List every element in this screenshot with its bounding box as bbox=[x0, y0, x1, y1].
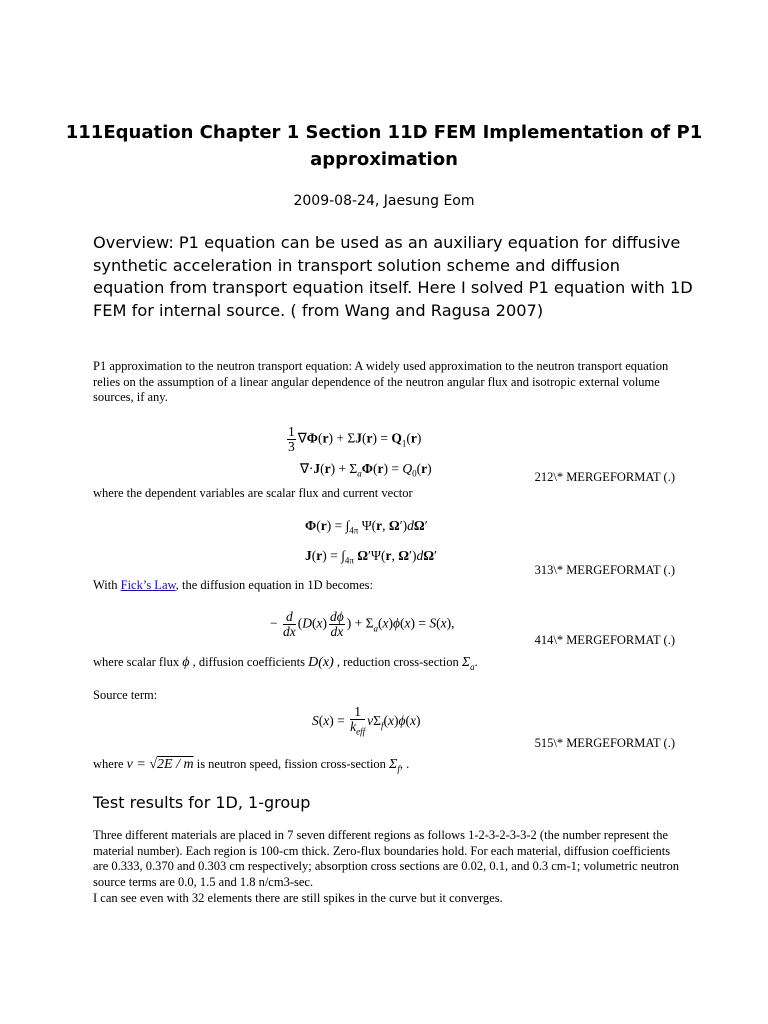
variable-definitions bbox=[93, 655, 688, 675]
document-title: 111Equation Chapter 1 Section 11D FEM Implementation of P1 approximation bbox=[65, 122, 703, 170]
sigma-a-symbol: $\Sigma_a$ bbox=[461, 655, 475, 672]
neutron-speed-text: is neutron speed, fission cross-section bbox=[196, 757, 386, 771]
trailing-text: , . bbox=[399, 757, 410, 771]
phi-symbol: ϕ bbox=[182, 655, 190, 670]
date-author: 2009-08-24, Jaesung Eom bbox=[293, 193, 475, 209]
neutron-speed-definition bbox=[93, 757, 688, 777]
test-results-paragraph: Three different materials are placed in 7 seven different regions as follows 1-2-3-2-3-3-2 (the number represent the material number). Each region is 100-cm thick. Zero-flux boundaries hold. For each material, diffusion coefficients are 0.333, 0.370 and 0.303 cm respectively; absorption cross sections are 0.02, 0.1, and 0.3 cm-1; volumetric neutron source terms are 0.0, 1.5 and 1.8 n/cm3-sec. bbox=[93, 828, 679, 889]
ficks-prefix: With bbox=[93, 578, 121, 592]
equation-scalar-flux: $\Phi(r) = \int_{4\pi}$ Ψ(r, Ω′)dΩ′ bbox=[305, 518, 428, 536]
equation-diffusion-1d: − $\frac{d}{dx}$ (D(x) $\frac{d\phi}{dx}$ ) + $\Sigma_a(x)\phi(x) = S(x)$, bbox=[270, 609, 455, 639]
equation-tag-4: 414\* MERGEFORMAT (.) bbox=[534, 633, 675, 647]
d-of-x-symbol: D(x) bbox=[308, 655, 334, 670]
period-text: . bbox=[474, 655, 478, 669]
source-term-label: Source term: bbox=[93, 688, 158, 702]
equation-source-term: S(x) = $\frac{1}{k_{eff}}$ $\nu\Sigma_f(x)\phi(x)$ bbox=[312, 704, 421, 737]
p1-intro-paragraph: P1 approximation to the neutron transport equation: A widely used approximation to the neutron transport equation relies on the assumption of a linear angular dependence of the neutron angular flux and isotropic external volume sources, if any. bbox=[93, 359, 669, 404]
diffusion-coeffs-text: , diffusion coefficients bbox=[192, 655, 305, 669]
where-text: where bbox=[93, 757, 124, 771]
equation-current-vector: $J(r) = \int_{4\pi}$ Ω′Ψ(r, Ω′)dΩ′ bbox=[305, 548, 437, 566]
sigma-f-symbol: $\Sigma_f$ bbox=[389, 757, 400, 774]
dependent-vars-text: where the dependent variables are scalar flux and current vector bbox=[93, 486, 413, 500]
equation-tag-3: 313\* MERGEFORMAT (.) bbox=[534, 563, 675, 577]
test-results-heading: Test results for 1D, 1-group bbox=[93, 793, 311, 812]
nu-formula: ν = √2E / m bbox=[126, 757, 194, 772]
where-scalar-flux-text: where scalar flux bbox=[93, 655, 180, 669]
equation-tag-2: 212\* MERGEFORMAT (.) bbox=[534, 470, 675, 484]
spikes-observation: I can see even with 32 elements there are still spikes in the curve but it converges. bbox=[93, 891, 503, 905]
equation-p1-line2: $\nabla\cdot J(r) + \Sigma_a\Phi(r) = Q_0(r)$ bbox=[300, 461, 432, 479]
overview-paragraph: Overview: P1 equation can be used as an auxiliary equation for diffusive synthetic acceleration in transport solution scheme and diffusion equation from transport equation itself. Here I solved P1 equation with 1D FEM for internal source. ( from Wang and Ragusa 2007) bbox=[93, 233, 693, 320]
ficks-law-sentence bbox=[93, 578, 688, 594]
equation-tag-5: 515\* MERGEFORMAT (.) bbox=[534, 736, 675, 750]
reduction-cs-text: , reduction cross-section bbox=[336, 655, 459, 669]
ficks-suffix: , the diffusion equation in 1D becomes: bbox=[175, 578, 374, 592]
equation-p1-line1: $\frac{1}{3}$ $\nabla\Phi(r) + \Sigma J(r) = Q_1(r)$ bbox=[288, 424, 422, 454]
ficks-law-link[interactable]: Fick’s Law bbox=[120, 578, 176, 592]
